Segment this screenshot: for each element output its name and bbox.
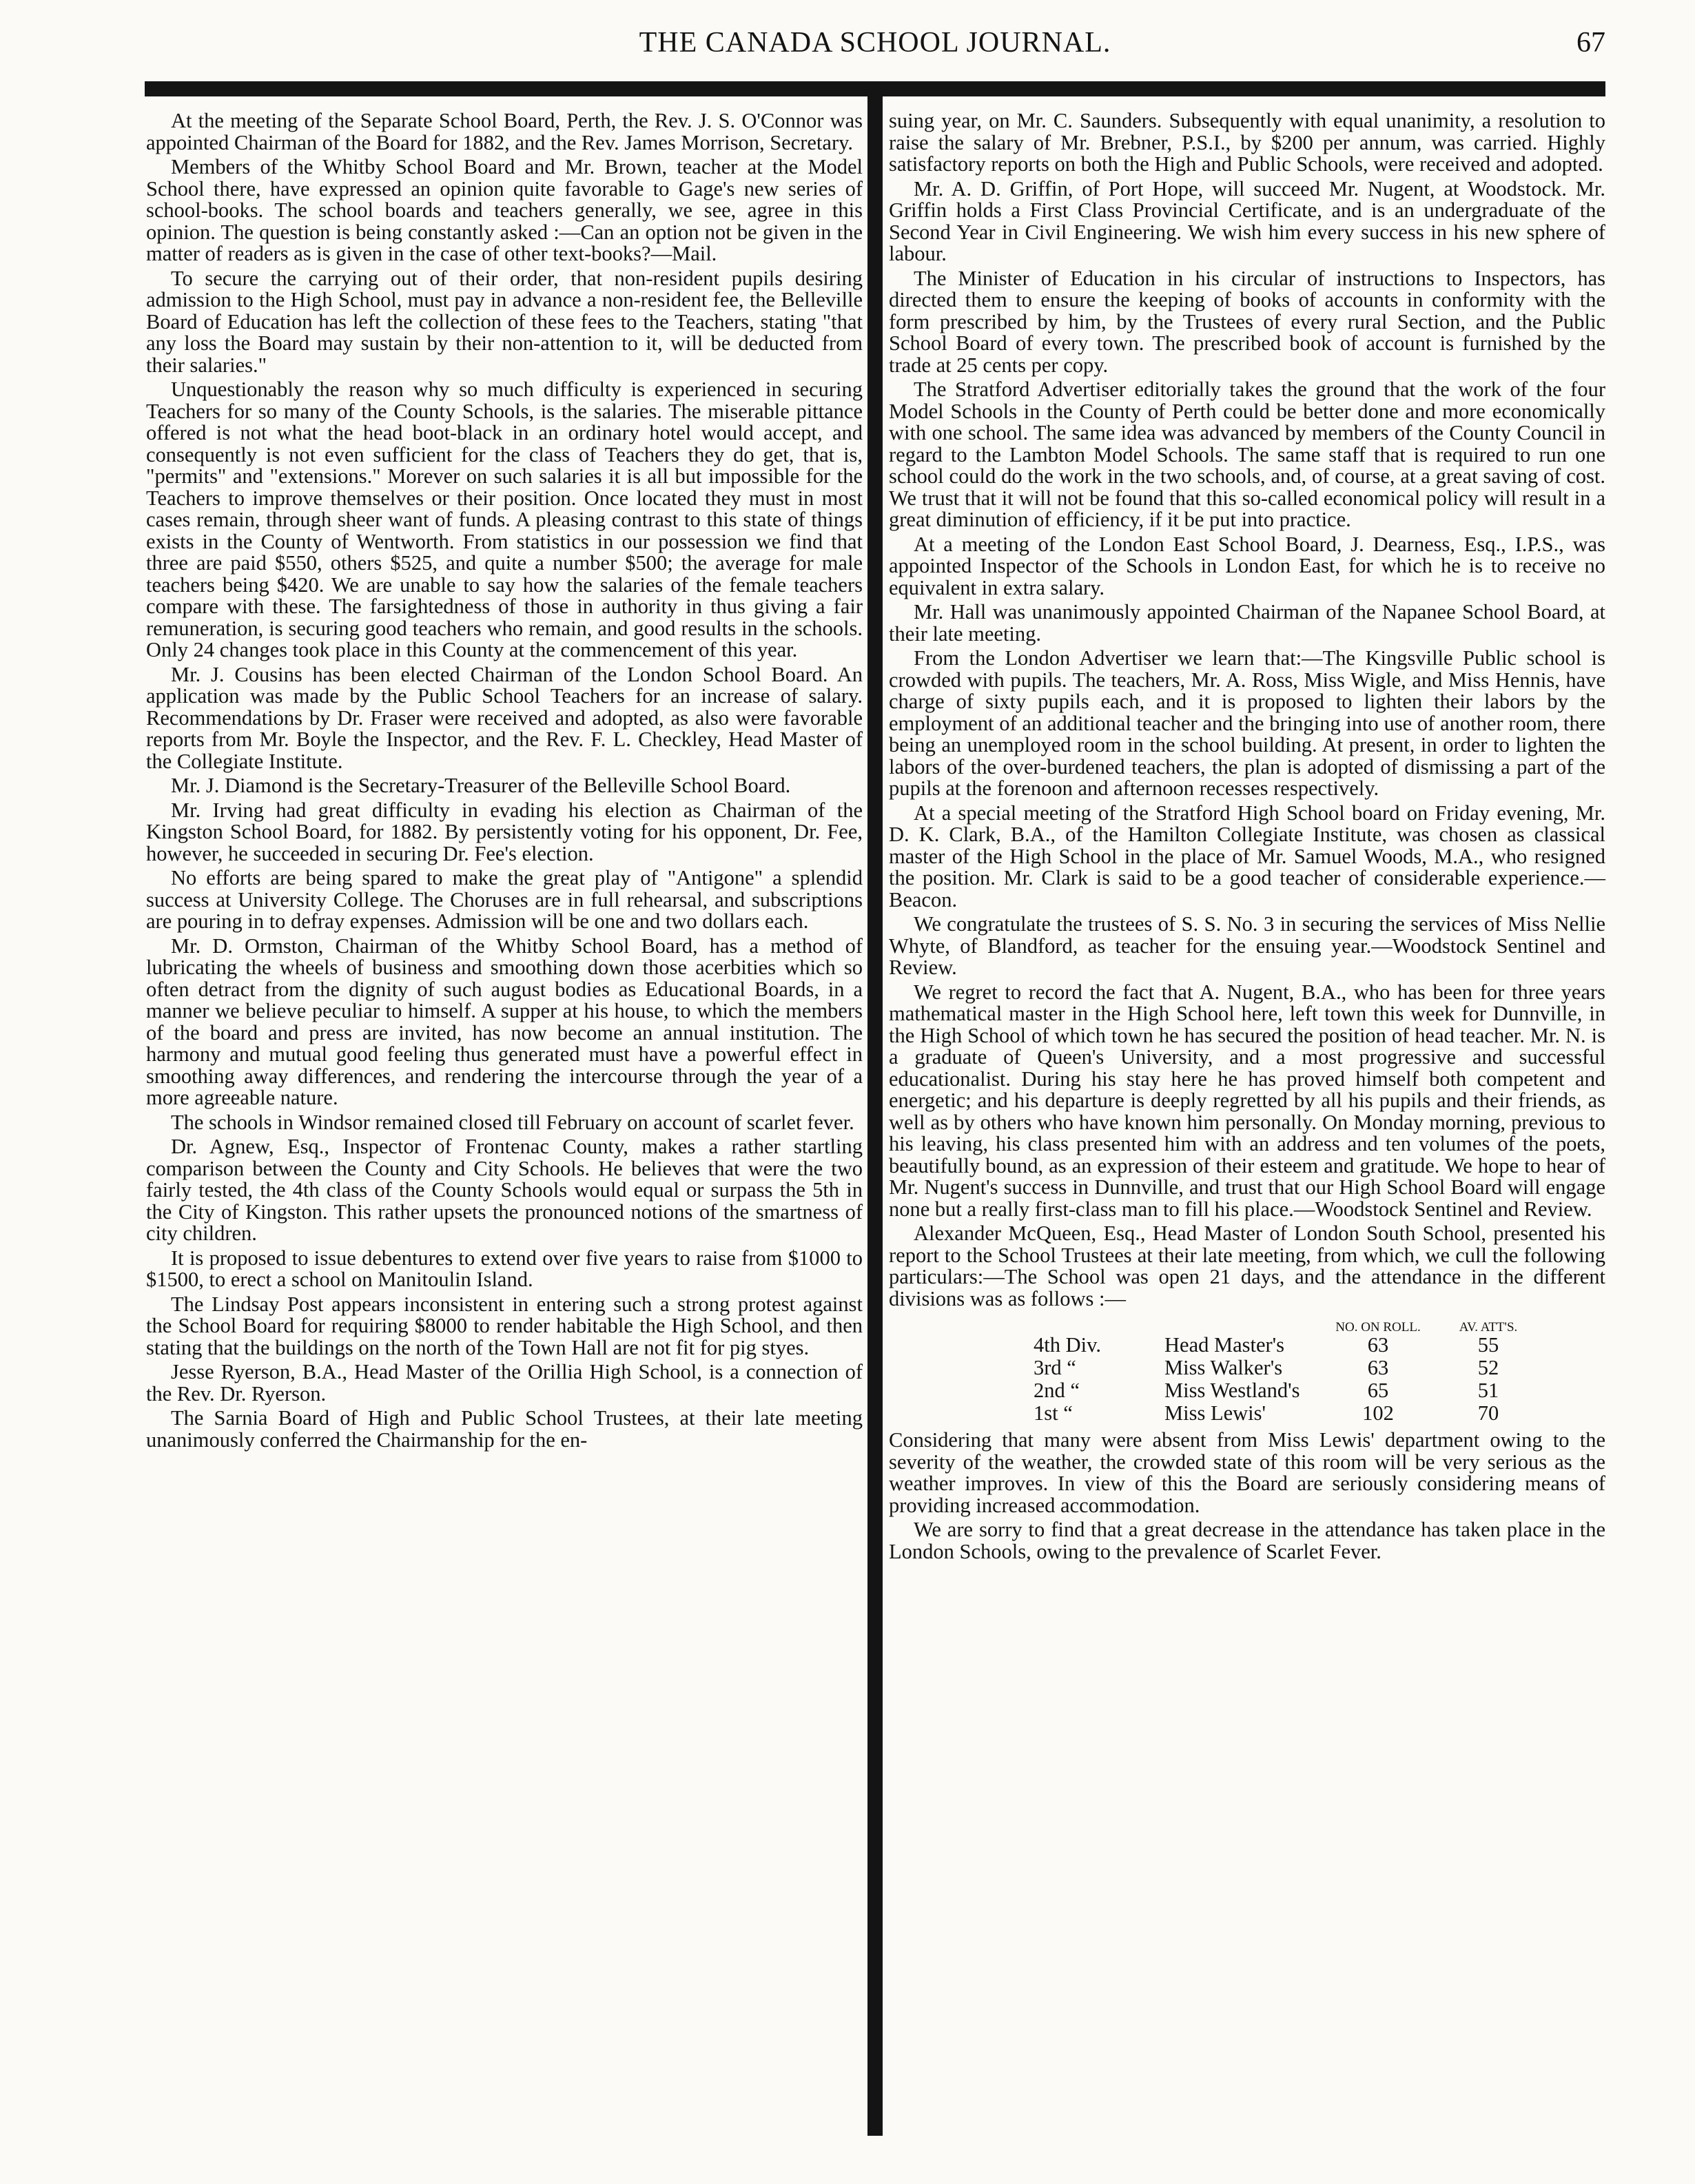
news-paragraph: The schools in Windsor remained closed till February on account of scarlet fever. <box>171 1110 854 1134</box>
news-paragraph: At the meeting of the Separate School Board, Perth, the Rev. J. S. O'Connor was appointed Chairman of the Board for 1882, and the Rev. James Morrison, Secretary. <box>146 109 863 154</box>
news-paragraph: Mr. A. D. Griffin, of Port Hope, will succeed Mr. Nugent, at Woodstock. Mr. Griffin holds a First Class Provincial Certificate, and is an undergraduate of the Second Year in Civil Engineering. We wish him every success in his new sphere of labour. <box>889 176 1605 265</box>
news-paragraph: It is proposed to issue debentures to extend over five years to raise from $1000 to $1500, to erect a school on Manitoulin Island. <box>146 1246 863 1291</box>
teacher-cell: Miss Walker's <box>1164 1356 1283 1379</box>
news-paragraph: We regret to record the fact that A. Nugent, B.A., who has been for three years mathematical master in the High School here, left town this week for Dunnville, in the High School of which town he has secured the position of head teacher. Mr. N. is a graduate of Queen's University, and a most progressive and successful educationalist. During his stay here he has proved himself both competent and energetic; and his departure is deeply regretted by all his pupils and their friends, as well as by others who have known him personally. On Monday morning, previous to his leaving, his class presented him with an address and ten volumes of the poets, beautifully bound, as an expression of their esteem and gratitude. We hope to hear of Mr. Nugent's success in Dunnville, and trust that our High School Board will engage none but a really first-class man to fill his place.—Woodstock Sentinel and Review. <box>889 980 1605 1221</box>
teacher-cell: Miss Westland's <box>1164 1379 1300 1402</box>
news-paragraph: The Minister of Education in his circular of instructions to Inspectors, has directed them to ensure the keeping of books of accounts in conformity with the form prescribed by him, by the Trustees of every rural Section, and the Public School Board of every town. The prescribed book of account is furnished by the trade at 25 cents per copy. <box>889 266 1605 377</box>
journal-title: THE CANADA SCHOOL JOURNAL. <box>639 27 1111 59</box>
news-paragraph: Alexander McQueen, Esq., Head Master of London South School, presented his report to the School Trustees at their late meeting, from which, we cull the following particulars:—The School was open 21 days, and the attendance in the different divisions was as follows :— <box>889 1222 1605 1310</box>
column-header-avg-attendance: AV. ATT'S. <box>1459 1320 1518 1335</box>
news-paragraph: Mr. D. Ormston, Chairman of the Whitby School Board, has a method of lubricating the wheels of business and smoothing down those acerbities which so often detract from the dignity of such august bodies as Educational Boards, in a manner we believe peculiar to himself. A supper at his house, to which the members of the board and press are invited, has now become an annual institution. The harmony and mutual good feeling thus generated must have a powerful effect in smoothing away differences, and rendering the intercourse through the year of a more agreeable nature. <box>146 934 863 1109</box>
news-paragraph: The Sarnia Board of High and Public School Trustees, at their late meeting unanimously conferred the Chairmanship for the en- <box>146 1406 863 1452</box>
page-number: 67 <box>1576 27 1605 59</box>
news-paragraph: Unquestionably the reason why so much difficulty is experienced in securing Teachers for so many of the County Schools, is the salaries. The miserable pittance offered is not what the head boot-black in an ordinary hotel would accept, and consequently is not even sufficient for the class of Teachers they do get, that is, "permits" and "extensions." Morever on such salaries it is all but impossible for the Teachers to improve themselves or their position. Once located they must in most cases remain, through sheer want of funds. A pleasing contrast to this state of things exists in the County of Wentworth. From statistics in our possession we find that three are paid $550, others $525, and quite a number $500; the average for male teachers being $420. We are unable to say how the salaries of the female teachers compare with these. The farsightedness of those in authority in thus giving a fair remuneration, is securing good teachers who remain, and good results in the schools. Only 24 changes took place in this County at the commencement of this year. <box>146 378 863 661</box>
news-paragraph: Mr. Irving had great difficulty in evading his election as Chairman of the Kingston School Board, for 1882. By persistently voting for his opponent, Dr. Fee, however, he succeeded in securing Dr. Fee's election. <box>146 798 863 865</box>
news-paragraph: We congratulate the trustees of S. S. No. 3 in securing the services of Miss Nellie Whyte, of Blandford, as teacher for the ensuing year.—Woodstock Sentinel and Review. <box>889 912 1605 979</box>
page-header <box>145 21 1605 69</box>
avg-attendance-cell: 55 <box>1477 1333 1499 1357</box>
news-paragraph: At a meeting of the London East School Board, J. Dearness, Esq., I.P.S., was appointed Inspector of the Schools in London East, for which he is to receive no equivalent in extra salary. <box>889 532 1605 599</box>
news-paragraph: At a special meeting of the Stratford High School board on Friday evening, Mr. D. K. Clark, B.A., of the Hamilton Collegiate Institute, was chosen as classical master of the High School in the place of Mr. Samuel Woods, M.A., who resigned the position. Mr. Clark is said to be a good teacher of considerable experience.—Beacon. <box>889 801 1605 911</box>
news-paragraph: Dr. Agnew, Esq., Inspector of Frontenac County, makes a rather startling comparison between the County and City Schools. He believes that were the two fairly tested, the 4th class of the County Schools would equal or surpass the 5th in the City of Kingston. This rather upsets the pronounced notions of the smartness of city children. <box>146 1135 863 1245</box>
avg-attendance-cell: 52 <box>1477 1356 1499 1379</box>
table-row <box>889 1335 1605 1357</box>
right-column <box>889 110 1605 1565</box>
news-paragraph: Considering that many were absent from Miss Lewis' department owing to the severity of the weather, the crowded state of this room will be very serious as the weather improves. In view of this the Board are seriously considering means of providing increased accommodation. <box>889 1428 1605 1517</box>
attendance-table <box>889 1317 1605 1425</box>
news-paragraph: The Stratford Advertiser editorially takes the ground that the work of the four Model Schools in the County of Perth could be better done and more economically with one school. The same idea was advanced by members of the County Council in regard to the Lambton Model Schools. The same staff that is required to run one school could do the work in the two schools, and, of course, at a great saving of cost. We trust that it will not be found that this so-called economical policy will result in a great diminution of efficiency, if it be put into practice. <box>889 378 1605 531</box>
on-roll-cell: 102 <box>1362 1401 1394 1425</box>
column-divider <box>867 96 883 2136</box>
news-paragraph: From the London Advertiser we learn that:—The Kingsville Public school is crowded with pupils. The teachers, Mr. A. Ross, Miss Wigle, and Miss Hennis, have charge of sixty pupils each, and it is proposed to lighten their labors by the employment of an additional teacher and the bringing into use of another room, there being an unemployed room in the school building. At present, in order to lighten the labors of the over-burdened teachers, the plan is adopted of dismissing a part of the pupils at the forenoon and afternoon recesses respectively. <box>889 646 1605 800</box>
news-paragraph: suing year, on Mr. C. Saunders. Subsequently with equal unanimity, a resolution to raise the salary of Mr. Brebner, P.S.I., by $200 per annum, was carried. Highly satisfactory reports on both the High and Public Schools, were received and adopted. <box>889 109 1605 176</box>
division-cell: 2nd “ <box>1034 1379 1080 1402</box>
news-paragraph: No efforts are being spared to make the great play of "Antigone" a splendid success at University College. The Choruses are in full rehearsal, and subscriptions are pouring in to defray expenses. Admission will be one and two dollars each. <box>146 866 863 933</box>
left-column <box>146 110 863 1454</box>
news-paragraph: We are sorry to find that a great decrease in the attendance has taken place in the London Schools, owing to the prevalence of Scarlet Fever. <box>889 1518 1605 1563</box>
news-paragraph: Mr. J. Diamond is the Secretary-Treasurer of the Belleville School Board. <box>171 774 791 797</box>
division-cell: 4th Div. <box>1034 1333 1101 1357</box>
table-row <box>889 1403 1605 1425</box>
news-paragraph: Mr. Hall was unanimously appointed Chairman of the Napanee School Board, at their late meeting. <box>889 600 1605 646</box>
on-roll-cell: 63 <box>1367 1356 1389 1379</box>
on-roll-cell: 65 <box>1367 1379 1389 1402</box>
table-header-row <box>889 1317 1605 1335</box>
news-paragraph: The Lindsay Post appears inconsistent in entering such a strong protest against the School Board for requiring $8000 to render habitable the High School, and then stating that the buildings on the north of the Town Hall are not fit for pig styes. <box>146 1292 863 1359</box>
avg-attendance-cell: 51 <box>1477 1379 1499 1402</box>
news-paragraph: To secure the carrying out of their order, that non-resident pupils desiring admission to the High School, must pay in advance a non-resident fee, the Belleville Board of Education has left the collection of these fees to the Teachers, stating "that any loss the Board may sustain by their non-attention to it, will be deducted from their salaries." <box>146 266 863 377</box>
on-roll-cell: 63 <box>1367 1333 1389 1357</box>
division-cell: 1st “ <box>1034 1401 1073 1425</box>
table-row <box>889 1380 1605 1403</box>
news-paragraph: Mr. J. Cousins has been elected Chairman of the London School Board. An application was made by the Public School Teachers for an increase of salary. Recommendations by Dr. Fraser were received and adopted, as also were favorable reports from Mr. Boyle the Inspector, and the Rev. F. L. Checkley, Head Master of the Collegiate Institute. <box>146 662 863 773</box>
avg-attendance-cell: 70 <box>1477 1401 1499 1425</box>
header-rule <box>145 81 1605 96</box>
news-paragraph: Jesse Ryerson, B.A., Head Master of the Orillia High School, is a connection of the Rev. Dr. Ryerson. <box>146 1360 863 1405</box>
division-cell: 3rd “ <box>1034 1356 1076 1379</box>
news-paragraph: Members of the Whitby School Board and Mr. Brown, teacher at the Model School there, have expressed an opinion quite favorable to Gage's new series of school-books. The school boards and teachers generally, we see, agree in this opinion. The question is being constantly asked :—Can an option not be given in the matter of readers as is given in the case of other text-books?—Mail. <box>146 155 863 265</box>
teacher-cell: Miss Lewis' <box>1164 1401 1266 1425</box>
column-header-on-roll: NO. ON ROLL. <box>1335 1320 1421 1335</box>
table-row <box>889 1357 1605 1380</box>
teacher-cell: Head Master's <box>1164 1333 1285 1357</box>
